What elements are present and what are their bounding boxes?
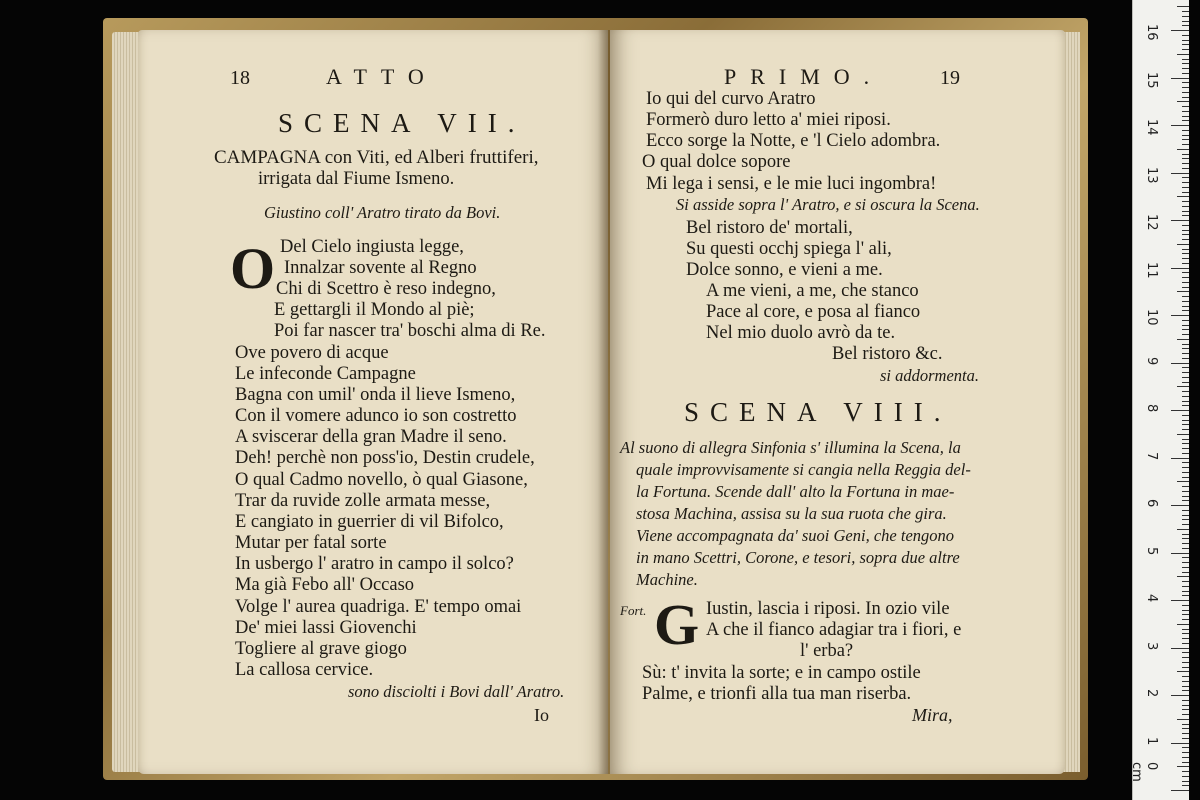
ruler-tick — [1177, 529, 1189, 530]
ruler-tick — [1182, 785, 1189, 786]
verse-line: Innalzar sovente al Regno — [284, 258, 477, 278]
ruler-tick — [1182, 572, 1189, 573]
ruler-tick — [1182, 144, 1189, 145]
verse-line: Le infeconde Campagne — [235, 364, 416, 384]
description-line: Viene accompagnata da' suoi Geni, che tengono — [636, 526, 955, 545]
ruler-tick — [1182, 448, 1189, 449]
ruler-tick — [1182, 657, 1189, 658]
stage-direction: Si asside sopra l' Aratro, e si oscura la Scena. — [676, 195, 980, 214]
ruler-tick — [1182, 496, 1189, 497]
ruler-tick — [1182, 676, 1189, 677]
description-line: in mano Scettri, Corone, e tesori, sopra due altre — [636, 548, 960, 567]
ruler-tick — [1182, 306, 1189, 307]
verse-line: Su questi occhj spiega l' ali, — [686, 239, 892, 259]
setting-line: CAMPAGNA con Viti, ed Alberi fruttiferi, — [214, 147, 539, 168]
ruler-tick — [1182, 377, 1189, 378]
ruler-tick — [1177, 291, 1189, 292]
description-line: stosa Machina, assisa su la sua ruota che gira. — [636, 504, 947, 523]
ruler-tick — [1177, 481, 1189, 482]
ruler-tick — [1177, 576, 1189, 577]
ruler-tick — [1177, 339, 1189, 340]
ruler-tick — [1182, 705, 1189, 706]
ruler-tick — [1182, 263, 1189, 264]
ruler-number: 10 — [1144, 309, 1159, 326]
ruler-tick — [1182, 500, 1189, 501]
verse-line: Volge l' aurea quadriga. E' tempo omai — [235, 597, 522, 617]
ruler-tick — [1182, 472, 1189, 473]
ruler-tick — [1182, 453, 1189, 454]
scene-heading: SCENA VIII. — [684, 397, 952, 427]
ruler-tick — [1182, 610, 1189, 611]
ruler-tick — [1182, 391, 1189, 392]
stage-direction: si addormenta. — [880, 366, 979, 385]
ruler-tick — [1182, 629, 1189, 630]
ruler-number: 15 — [1144, 71, 1159, 89]
ruler-tick — [1171, 220, 1189, 221]
ruler-tick — [1182, 372, 1189, 373]
ruler-tick — [1182, 762, 1189, 763]
verse-line: E cangiato in guerrier di vil Bifolco, — [235, 512, 504, 532]
ruler-tick — [1182, 111, 1189, 112]
ruler-tick — [1177, 54, 1189, 55]
speech-line: A che il fianco adagiar tra i fiori, e — [706, 620, 962, 640]
ruler-tick — [1182, 519, 1189, 520]
ruler-number: 3 — [1144, 641, 1159, 650]
verse-line: Del Cielo ingiusta legge, — [280, 237, 464, 257]
ruler-tick — [1182, 614, 1189, 615]
ruler-tick — [1182, 49, 1189, 50]
ruler-tick — [1182, 282, 1189, 283]
ruler-tick — [1182, 287, 1189, 288]
verse-line: A sviscerar della gran Madre il seno. — [235, 427, 507, 447]
ruler-tick — [1182, 225, 1189, 226]
ruler-tick — [1171, 268, 1189, 269]
running-head: PRIMO. — [724, 64, 884, 89]
ruler-tick — [1182, 249, 1189, 250]
stage-direction: Giustino coll' Aratro tirato da Bovi. — [264, 203, 501, 222]
ruler-tick — [1171, 505, 1189, 506]
ruler-tick — [1182, 700, 1189, 701]
speech-line: l' erba? — [800, 641, 854, 661]
ruler-tick — [1171, 458, 1189, 459]
ruler-tick — [1182, 681, 1189, 682]
verse-line: La callosa cervice. — [235, 660, 374, 680]
ruler-tick — [1182, 405, 1189, 406]
ruler-tick — [1182, 168, 1189, 169]
ruler-tick — [1182, 510, 1189, 511]
ruler-tick — [1171, 173, 1189, 174]
ruler-tick — [1182, 738, 1189, 739]
ruler-number: 12 — [1144, 214, 1159, 231]
ruler-tick — [1182, 258, 1189, 259]
ruler-unit-label: 0 cm — [1129, 762, 1159, 782]
running-head: ATTO — [326, 64, 438, 89]
ruler-tick — [1182, 396, 1189, 397]
ruler-tick — [1177, 719, 1189, 720]
ruler-tick — [1182, 92, 1189, 93]
ruler-tick — [1182, 420, 1189, 421]
ruler-tick — [1182, 73, 1189, 74]
ruler-tick — [1182, 135, 1189, 136]
ruler-tick — [1182, 752, 1189, 753]
verse-line: Pace al core, e posa al fianco — [706, 302, 921, 322]
ruler-number: 16 — [1144, 24, 1159, 41]
ruler-tick — [1182, 515, 1189, 516]
ruler-tick — [1182, 586, 1189, 587]
verse-line: In usbergo l' aratro in campo il solco? — [235, 554, 514, 574]
ruler-tick — [1177, 434, 1189, 435]
stage-direction: sono disciolti i Bovi dall' Aratro. — [348, 682, 565, 701]
ruler-tick — [1182, 215, 1189, 216]
ruler-tick — [1182, 344, 1189, 345]
ruler-tick — [1171, 315, 1189, 316]
speech-line: Palme, e trionfi alla tua man riserba. — [642, 684, 912, 704]
ruler-tick — [1182, 443, 1189, 444]
verse-line: Mutar per fatal sorte — [235, 533, 387, 553]
ruler-tick — [1182, 325, 1189, 326]
ruler-tick — [1182, 557, 1189, 558]
ruler-tick — [1182, 538, 1189, 539]
verse-line: Ma già Febo all' Occaso — [235, 575, 415, 595]
ruler-tick — [1182, 524, 1189, 525]
ruler-tick — [1182, 163, 1189, 164]
ruler-tick — [1182, 234, 1189, 235]
ruler-number: 9 — [1144, 356, 1159, 365]
ruler-tick — [1182, 724, 1189, 725]
ruler-tick — [1182, 652, 1189, 653]
ruler-tick — [1171, 743, 1189, 744]
ruler-tick — [1182, 211, 1189, 212]
ruler-tick — [1171, 790, 1189, 791]
catchword: Mira, — [912, 705, 953, 725]
ruler-tick — [1182, 11, 1189, 12]
ruler-tick — [1171, 695, 1189, 696]
ruler-number: 6 — [1144, 499, 1159, 508]
verse-line: Io qui del curvo Aratro — [646, 89, 816, 109]
verse-line: O qual Cadmo novello, ò qual Giasone, — [235, 470, 528, 490]
ruler-tick — [1182, 562, 1189, 563]
drop-cap: O — [230, 236, 276, 301]
page-number: 19 — [940, 67, 960, 89]
ruler-tick — [1182, 16, 1189, 17]
ruler-tick — [1182, 757, 1189, 758]
setting-line: irrigata dal Fiume Ismeno. — [258, 169, 455, 189]
ruler-tick — [1182, 605, 1189, 606]
ruler-tick — [1182, 733, 1189, 734]
ruler-tick — [1171, 410, 1189, 411]
verse-line: Trar da ruvide zolle armata messe, — [235, 491, 491, 511]
ruler-tick — [1182, 120, 1189, 121]
verse-line: E gettargli il Mondo al piè; — [274, 300, 475, 320]
ruler-tick — [1177, 386, 1189, 387]
verse-line: Togliere al grave giogo — [235, 639, 407, 659]
ruler-tick — [1182, 239, 1189, 240]
verse-line: Formerò duro letto a' miei riposi. — [646, 110, 891, 130]
ruler-tick — [1182, 462, 1189, 463]
ruler-tick — [1182, 310, 1189, 311]
ruler-tick — [1182, 329, 1189, 330]
ruler-number: 1 — [1144, 736, 1159, 745]
ruler-tick — [1182, 182, 1189, 183]
right-page — [610, 30, 1065, 774]
ruler-tick — [1182, 158, 1189, 159]
speech-line: Iustin, lascia i riposi. In ozio vile — [706, 599, 950, 619]
page-edges-left — [112, 32, 140, 772]
verse-line: Bagna con umil' onda il lieve Ismeno, — [235, 385, 516, 405]
ruler-tick — [1177, 6, 1189, 7]
ruler-tick — [1182, 206, 1189, 207]
drop-cap: G — [654, 592, 700, 657]
ruler-tick — [1182, 367, 1189, 368]
speaker-label: Fort. — [620, 603, 647, 618]
ruler-number: 2 — [1144, 689, 1159, 698]
ruler-tick — [1182, 44, 1189, 45]
ruler-tick — [1182, 439, 1189, 440]
ruler-tick — [1182, 662, 1189, 663]
ruler-tick — [1171, 553, 1189, 554]
ruler-tick — [1182, 154, 1189, 155]
catchword: Io — [534, 705, 549, 725]
ruler-tick — [1177, 766, 1189, 767]
ruler-tick — [1182, 643, 1189, 644]
verse-line: O qual dolce sopore — [642, 152, 791, 172]
ruler-tick — [1182, 130, 1189, 131]
ruler-tick — [1177, 244, 1189, 245]
verse-line: Deh! perchè non poss'io, Destin crudele, — [235, 448, 535, 468]
ruler-tick — [1182, 187, 1189, 188]
ruler-tick — [1182, 87, 1189, 88]
verse-line: Poi far nascer tra' boschi alma di Re. — [274, 321, 546, 341]
verse-line: A me vieni, a me, che stanco — [706, 281, 919, 301]
left-page — [138, 30, 608, 774]
ruler-number: 8 — [1144, 404, 1159, 413]
ruler-tick — [1182, 581, 1189, 582]
ruler-tick — [1182, 106, 1189, 107]
ruler-tick — [1182, 401, 1189, 402]
ruler-tick — [1182, 116, 1189, 117]
ruler-tick — [1182, 771, 1189, 772]
verse-line: Con il vomere adunco io son costretto — [235, 406, 517, 426]
ruler-tick — [1182, 543, 1189, 544]
ruler-tick — [1182, 59, 1189, 60]
ruler-tick — [1182, 776, 1189, 777]
ruler-tick — [1182, 97, 1189, 98]
ruler-tick — [1177, 196, 1189, 197]
ruler-tick — [1182, 486, 1189, 487]
ruler-tick — [1182, 348, 1189, 349]
ruler-tick — [1182, 477, 1189, 478]
ruler-tick — [1177, 101, 1189, 102]
ruler-tick — [1182, 429, 1189, 430]
ruler-tick — [1177, 624, 1189, 625]
ruler-tick — [1182, 619, 1189, 620]
ruler-tick — [1171, 78, 1189, 79]
ruler-tick — [1171, 30, 1189, 31]
ruler-tick — [1182, 424, 1189, 425]
ruler-tick — [1182, 139, 1189, 140]
ruler-tick — [1182, 591, 1189, 592]
ruler-tick — [1182, 82, 1189, 83]
description-line: la Fortuna. Scende dall' alto la Fortuna in mae- — [636, 482, 955, 501]
verse-line: Mi lega i sensi, e le mie luci ingombra! — [646, 174, 937, 194]
ruler-tick — [1182, 567, 1189, 568]
ruler-tick — [1177, 671, 1189, 672]
ruler-tick — [1171, 600, 1189, 601]
verse-line: Bel ristoro de' mortali, — [686, 218, 853, 238]
description-line: Machine. — [636, 570, 698, 589]
verse-line: Ecco sorge la Notte, e 'l Cielo adombra. — [646, 131, 941, 151]
ruler-number: 14 — [1144, 119, 1159, 136]
ruler-tick — [1182, 192, 1189, 193]
ruler-tick — [1182, 638, 1189, 639]
ruler-tick — [1182, 320, 1189, 321]
ruler-tick — [1182, 253, 1189, 254]
ruler-tick — [1182, 491, 1189, 492]
verse-line: Nel mio duolo avrò da te. — [706, 323, 896, 343]
verse-line: Bel ristoro &c. — [832, 344, 943, 364]
ruler-tick — [1182, 40, 1189, 41]
description-line: Al suono di allegra Sinfonia s' illumina la Scena, la — [620, 438, 961, 457]
ruler-tick — [1171, 125, 1189, 126]
ruler-tick — [1182, 63, 1189, 64]
ruler-number: 7 — [1144, 451, 1159, 460]
ruler-tick — [1182, 272, 1189, 273]
description-line: quale improvvisamente si cangia nella Reggia del- — [636, 460, 971, 479]
ruler-tick — [1182, 690, 1189, 691]
verse-line: Ove povero di acque — [235, 343, 389, 363]
ruler-tick — [1182, 548, 1189, 549]
ruler-tick — [1182, 667, 1189, 668]
ruler-tick — [1171, 648, 1189, 649]
ruler-tick — [1182, 68, 1189, 69]
ruler-tick — [1182, 301, 1189, 302]
ruler-tick — [1182, 781, 1189, 782]
ruler-tick — [1182, 595, 1189, 596]
ruler-number: 13 — [1144, 166, 1159, 184]
page-number: 18 — [230, 67, 250, 89]
ruler-tick — [1182, 358, 1189, 359]
ruler-tick — [1182, 714, 1189, 715]
ruler-number: 4 — [1144, 594, 1159, 603]
ruler-tick — [1182, 334, 1189, 335]
ruler-tick — [1182, 709, 1189, 710]
ruler-tick — [1171, 363, 1189, 364]
verse-line: De' miei lassi Giovenchi — [235, 618, 417, 638]
ruler-tick — [1182, 25, 1189, 26]
ruler-tick — [1182, 277, 1189, 278]
ruler-tick — [1182, 728, 1189, 729]
scene-heading: SCENA VII. — [278, 108, 526, 138]
ruler-tick — [1182, 747, 1189, 748]
ruler-tick — [1182, 382, 1189, 383]
ruler-tick — [1182, 201, 1189, 202]
ruler-tick — [1182, 534, 1189, 535]
ruler-tick — [1182, 467, 1189, 468]
verse-line: Chi di Scettro è reso indegno, — [276, 279, 496, 299]
ruler-tick — [1182, 230, 1189, 231]
ruler-tick — [1182, 21, 1189, 22]
ruler-tick — [1177, 149, 1189, 150]
ruler-tick — [1182, 415, 1189, 416]
measuring-ruler — [1129, 0, 1189, 800]
verse-line: Dolce sonno, e vieni a me. — [686, 260, 883, 280]
ruler-tick — [1182, 633, 1189, 634]
ruler-tick — [1182, 35, 1189, 36]
ruler-tick — [1182, 353, 1189, 354]
ruler-tick — [1182, 177, 1189, 178]
ruler-number: 5 — [1144, 546, 1159, 555]
ruler-tick — [1182, 686, 1189, 687]
speech-line: Sù: t' invita la sorte; e in campo ostile — [642, 663, 921, 683]
ruler-number: 11 — [1144, 261, 1159, 279]
ruler-tick — [1182, 296, 1189, 297]
